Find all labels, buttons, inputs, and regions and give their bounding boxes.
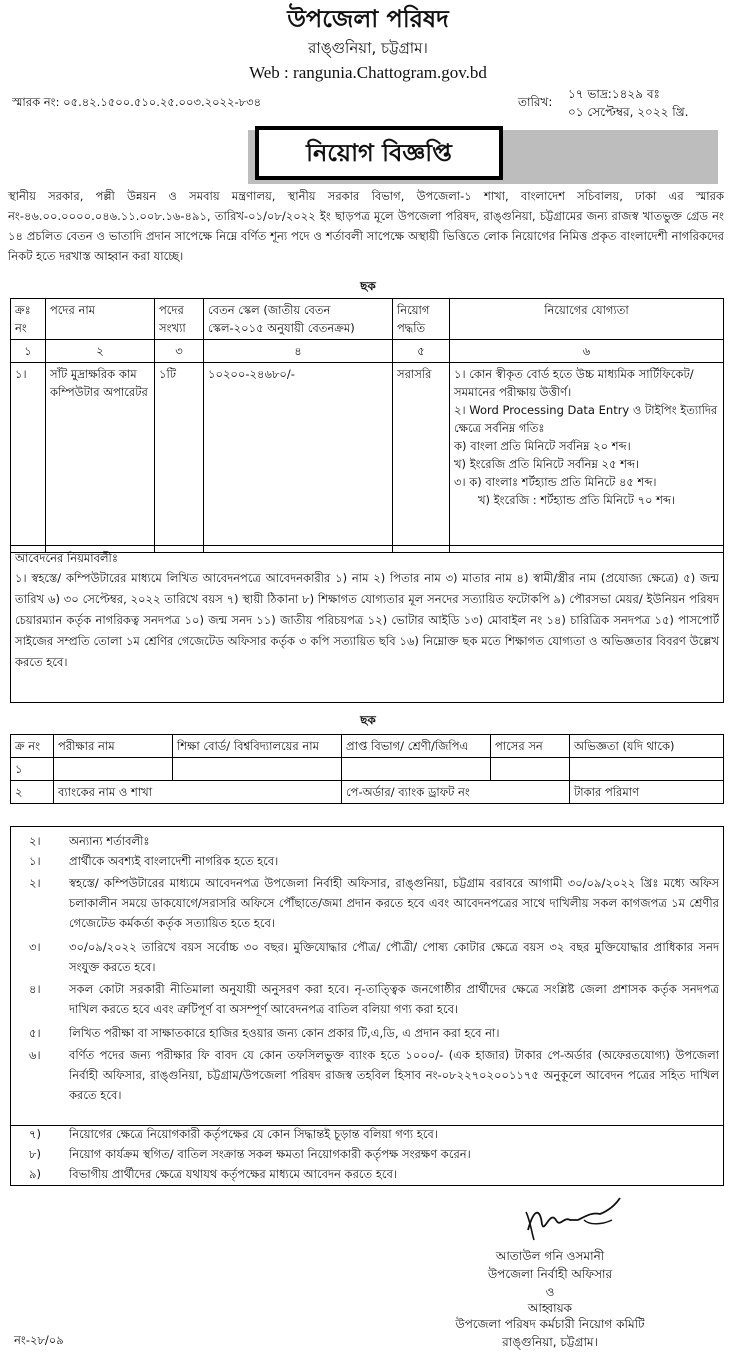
officer-role: আহ্বায়ক: [527, 1301, 573, 1315]
conditions-block: ২। অন্যান্য শর্তাবলীঃ ১। প্রার্থীকে অবশ্যই বাংলাদেশী নাগরিক হতে হবে। ২। স্বহস্তে/ কম্পিউটারের মাধ্যমে আবেদনপত্র উপজেলা নির্বাহী অফিসার, রাঙ্গুনিয়া, চট্টগ্রাম বরাবরে আগামী ৩০/০৯/২০২২ খ্রিঃ মধ্যে অফিস চলাকালীন সময়ে ডাকযোগে/সরাসরি অফিসে পৌঁছাতে/জমা প্রদান করতে হবে এবং আবেদনপত্রের সাথে দাখিলীয় সকল কাগজপত্র ১ম শ্রেণীর গেজেটেড কর্মকর্তা কর্তৃক সত্যায়িত হতে হবে। ৩। ৩০/০৯/২০২২ তারিখে বয়স সর্বোচ্চ ৩০ বছর। মুক্তিযোদ্ধার পৌত্র/ পৌত্রী/ পোষ্য কোটার ক্ষেত্রে বয়স ৩২ বছর মুক্তিযোদ্ধার প্রাধিকার সনদ সংযুক্ত করতে হবে। ৪। সকল কোটা সরকারী নীতিমালা অনুযায়ী অনুসরণ করা হবে। নৃ-তাত্ত্বিক জনগোষ্ঠীর প্রার্থীদের ক্ষেত্রে সংশ্লিষ্ট জেলা প্রশাসক কর্তৃক সনদপত্র দাখিল করতে হবে এবং ত্রুটিপূর্ণ বা অসম্পূর্ণ আবেদনপত্র বাতিল বলিয়া গণ্য করা হবে। ৫। লিখিত পরীক্ষা বা সাক্ষাতকারে হাজির হওয়ার জন্য কোন প্রকার টি,এ,ডি, এ প্রদান করা হবে না। ৬। বর্ণিত পদের জন্য পরীক্ষার ফি বাবদ যে কোন তফসিলভুক্ত ব্যাংক হতে ১০০০/- (এক হাজার) টাকার পে-অর্ডার (অফেরতযোগ্য) উপজেলা নির্বাহী অফিসার, রাঙ্গুনিয়া, চট্টগ্রাম/উপজেলা পরিষদ রাজস্ব তহবিল হিসাব নং-০৮২২৭০২০০১১৭৫ অনুকূলে আবেদন পত্রের সহিত দাখিল করতে হবে।: [10, 826, 724, 1126]
t2-header-board: শিক্ষা বোর্ড/ বিশ্ববিদ্যালয়ের নাম: [173, 735, 342, 758]
t2-header-sl: ক্র নং: [11, 735, 54, 758]
date-bangla: ১৭ ভাদ্র:১৪২৯ বঃ: [568, 87, 660, 101]
qualification-line: ১। কোন স্বীকৃত বোর্ড হতে উচ্চ মাধ্যমিক সার্টিফিকেট/সমমানের পরীক্ষায় উত্তীর্ণ।: [454, 367, 694, 399]
signature-and: ও: [545, 1285, 555, 1299]
row-sl: ১।: [11, 363, 46, 553]
col-index: ৬: [450, 340, 724, 363]
table2-title: ছক: [360, 713, 376, 727]
website-url: Web : rangunia.Chattogram.gov.bd: [249, 63, 487, 82]
col-header-method: নিয়োগ পদ্ধতি: [393, 299, 450, 340]
qualification-line: ক) বাংলা প্রতি মিনিটে সর্বনিম্ন ২০ শব্দ।: [454, 439, 631, 453]
qualification-line: খ) ইংরেজি প্রতি মিনিটে সর্বনিম্ন ২৫ শব্দ।: [454, 457, 640, 471]
col-index: ২: [46, 340, 155, 363]
col-index: ৫: [393, 340, 450, 363]
committee-name: উপজেলা পরিষদ কর্মচারী নিয়োগ কমিটি: [455, 1317, 645, 1331]
date-english: ০১ সেপ্টেম্বর, ২০২২ খ্রি.: [568, 105, 689, 119]
t2-row1-sl: ১: [11, 758, 54, 781]
t2-payorder: পে-অর্ডার/ ব্যাংক ড্রাফট নং: [342, 781, 570, 804]
t2-header-year: পাসের সন: [491, 735, 570, 758]
col-index: ১: [11, 340, 46, 363]
row-post-count: ১টি: [155, 363, 204, 553]
office-title: উপজেলা পরিষদ: [287, 4, 449, 33]
rules-heading: আবেদনের নিয়মাবলীঃ: [15, 551, 118, 565]
row-post-name: সাঁট মুদ্রাক্ষরিক কাম কম্পিউটার অপারেটর: [46, 363, 155, 553]
t2-cell: [570, 758, 724, 781]
col-index: ৩: [155, 340, 204, 363]
office-location: রাঙ্গুনিয়া, চট্টগ্রাম।: [308, 39, 428, 57]
conditions-block-2: ৭) নিয়োগের ক্ষেত্রে নিয়োগকারী কর্তৃপক্ষের যে কোন সিদ্ধান্তই চূড়ান্ত বলিয়া গণ্য হবে। ৮) নিয়োগ কার্যক্রম স্থগিত/ বাতিল সংক্রান্ত সকল ক্ষমতা নিয়োগকারী কর্তৃপক্ষ সংরক্ষণ করেন। ৯) বিভাগীয় প্রার্থীদের ক্ষেত্রে যথাযথ কর্তৃপক্ষের মাধ্যমে আবেদন করতে হবে।: [10, 1126, 724, 1186]
t2-header-division: প্রাপ্ত বিভাগ/ শ্রেণী/জিপিএ: [342, 735, 491, 758]
t2-cell: [342, 758, 491, 781]
table1-title: ছক: [360, 279, 376, 293]
memo-number: স্মারক নং: ০৫.৪২.১৫০০.৫১০.২৫.০০৩.২০২২-৮৩৪: [12, 95, 262, 109]
qualification-line: ৩। ক) বাংলাঃ শর্টহ্যান্ড প্রতি মিনিটে ৪৫ শব্দ।: [454, 475, 657, 489]
col-header-count: পদের সংখ্যা: [155, 299, 204, 340]
col-header-sl: ক্রঃ নং: [11, 299, 46, 340]
intro-paragraph: স্থানীয় সরকার, পল্লী উন্নয়ন ও সমবায় মন্ত্রণালয়, স্থানীয় সরকার বিভাগ, উপজেলা-১ শাখা, বাংলাদেশ সচিবালয়, ঢাকা এর স্মারক নং-৪৬.০০.০০০০.০৪৬.১১.০০৮.১৬-৪৯১, তারিখ-০১/০৮/২০২২ ইং ছাড়পত্র মূলে উপজেলা পরিষদ, রাঙ্গুনিয়া, চট্টগ্রামের জন্য রাজস্ব খাতভুক্ত গ্রেড নং ১৪ প্রচলিত বেতন ও ভাতাদি প্রদান সাপেক্ষে নিম্নে বর্ণিত শূন্য পদে ও শর্তাবলী সাপেক্ষে অস্থায়ী ভিত্তিতে লোক নিয়োগের নিমিত্ত প্রকৃত বাংলাদেশী নাগরিকদের নিকট হতে দরখাস্ত আহ্বান করা যাচ্ছে।: [8, 189, 724, 263]
officer-designation: উপজেলা নির্বাহী অফিসার: [487, 1267, 613, 1281]
qualification-line: ২। Word Processing Data Entry ও টাইপিং ইত্যাদির ক্ষেত্রে সর্বনিম্ন গতিঃ: [454, 403, 718, 435]
vacancy-table: [10, 298, 724, 553]
t2-cell: [54, 758, 173, 781]
col-header-qualification: নিয়োগের যোগ্যতা: [450, 299, 724, 340]
rules-text: ১। স্বহস্তে/ কম্পিউটারের মাধ্যমে লিখিত আবেদনপত্রে আবেদনকারীর ১) নাম ২) পিতার নাম ৩) মাতার নাম ৪) স্বামী/স্ত্রীর নাম (প্রযোজ্য ক্ষেত্রে) ৫) জন্ম তারিখ ৬) ৩০ সেপ্টেম্বর, ২০২২ তারিখে বয়স ৭) স্থায়ী ঠিকানা ৮) শিক্ষাগত যোগ্যতার মূল সনদের সত্যায়িত ফটোকপি ৯) পৌরসভা মেয়র/ ইউনিয়ন পরিষদ চেয়ারম্যান কর্তৃক নাগরিকত্ব সনদপত্র ১০) জন্ম সনদ ১১) জাতীয় পরিচয়পত্র ১২) ভোটার আইডি ১৩) মোবাইল নং ১৪) চারিত্রিক সনদপত্র ১৫) পাসপোর্ট সাইজের সম্প্রতি তোলা ১ম শ্রেণির গেজেটেড অফিসার কর্তৃক ৩ কপি সত্যায়িত ছবি ১৬) নিম্নোক্ত ছক মতে শিক্ষাগত যোগ্যতা ও অভিজ্ঞতার বিবরণ উল্লেখ করতে হবে।: [15, 571, 719, 669]
t2-cell: [491, 758, 570, 781]
col-header-scale: বেতন স্কেল (জাতীয় বেতন স্কেল-২০১৫ অনুযায়ী বেতনক্রম): [204, 299, 393, 340]
t2-bank-name: ব্যাংকের নাম ও শাখা: [54, 781, 342, 804]
officer-name: আতাউল গনি ওসমানী: [495, 1249, 605, 1263]
qualification-line: খ) ইংরেজি : শর্টহ্যান্ড প্রতি মিনিটে ৭০ শব্দ।: [478, 493, 676, 507]
row-method: সরাসরি: [393, 363, 450, 553]
notice-title: নিয়োগ বিজ্ঞপ্তি: [255, 126, 503, 180]
t2-cell: [173, 758, 342, 781]
row-pay-scale: ১০২০০-২৪৬৮০/-: [204, 363, 393, 553]
t2-row2-sl: ২: [11, 781, 54, 804]
t2-amount: টাকার পরিমাণ: [570, 781, 724, 804]
footer-reference: নং-২৮/০৯: [14, 1333, 64, 1347]
col-header-post: পদের নাম: [46, 299, 155, 340]
application-rules: [10, 545, 724, 703]
education-table: [10, 734, 724, 804]
row-qualification: [450, 363, 724, 553]
date-label: তারিখ:: [518, 95, 553, 109]
col-index: ৪: [204, 340, 393, 363]
t2-header-experience: অভিজ্ঞতা (যদি থাকে): [570, 735, 724, 758]
signature-place: রাঙ্গুনিয়া, চট্টগ্রাম।: [502, 1335, 598, 1349]
signature-image: [520, 1190, 640, 1248]
t2-header-exam: পরীক্ষার নাম: [54, 735, 173, 758]
